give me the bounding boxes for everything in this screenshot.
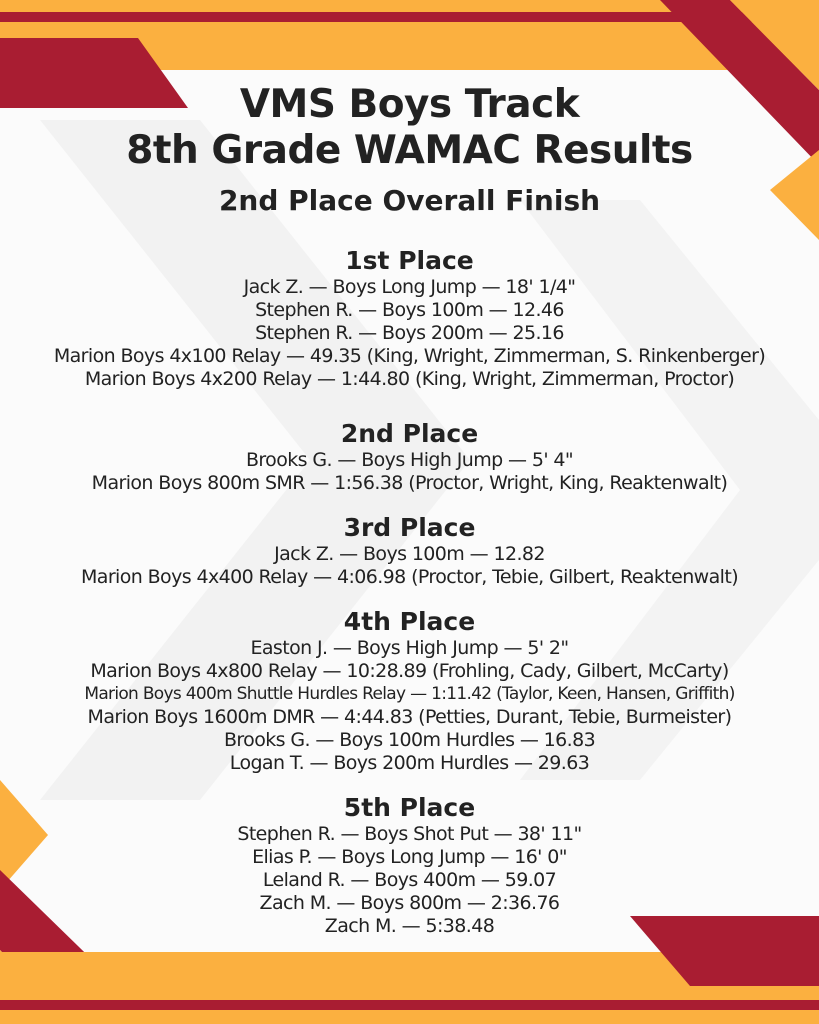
result-item: Marion Boys 4x800 Relay — 10:28.89 (Frohling, Cady, Gilbert, McCarty): [90, 660, 729, 682]
section-heading: 4th Place: [343, 607, 476, 636]
result-item: Marion Boys 4x100 Relay — 49.35 (King, Wright, Zimmerman, S. Rinkenberger): [53, 345, 766, 367]
result-item: Zach M. — 5:38.48: [324, 915, 495, 937]
result-item: Zach M. — Boys 800m — 2:36.76: [259, 892, 560, 914]
result-item: Marion Boys 800m SMR — 1:56.38 (Proctor, Wright, King, Reaktenwalt): [91, 472, 728, 494]
section-3rd-place: [0, 513, 819, 589]
bottom-gold-band-lower: [0, 1010, 819, 1024]
section-2nd-place: [0, 419, 819, 495]
result-item: Stephen R. — Boys 100m — 12.46: [255, 299, 564, 321]
subtitle: 2nd Place Overall Finish: [218, 184, 601, 217]
result-item: Logan T. — Boys 200m Hurdles — 29.63: [229, 752, 590, 774]
result-item: Marion Boys 400m Shuttle Hurdles Relay — 1:11.42 (Taylor, Keen, Hansen, Griffith): [84, 684, 735, 704]
section-heading: 3rd Place: [343, 513, 476, 542]
result-item: Marion Boys 4x400 Relay — 4:06.98 (Proctor, Tebie, Gilbert, Reaktenwalt): [80, 566, 739, 588]
result-item: Leland R. — Boys 400m — 59.07: [262, 869, 557, 891]
bottom-red-band: [0, 1000, 819, 1010]
title-line-2: 8th Grade WAMAC Results: [126, 128, 693, 173]
title-line-1: VMS Boys Track: [239, 82, 580, 127]
section-1st-place: [0, 246, 819, 391]
result-item: Stephen R. — Boys 200m — 25.16: [255, 322, 564, 344]
result-item: Jack Z. — Boys 100m — 12.82: [274, 543, 545, 565]
result-item: Jack Z. — Boys Long Jump — 18' 1/4": [243, 276, 576, 298]
result-item: Brooks G. — Boys 100m Hurdles — 16.83: [223, 729, 596, 751]
result-item: Easton J. — Boys High Jump — 5' 2": [250, 637, 569, 659]
section-5th-place: [0, 793, 819, 938]
result-item: Brooks G. — Boys High Jump — 5' 4": [245, 449, 574, 471]
results-content: [0, 82, 819, 938]
section-heading: 2nd Place: [340, 419, 479, 448]
section-4th-place: [0, 607, 819, 775]
result-item: Marion Boys 1600m DMR — 4:44.83 (Petties, Durant, Tebie, Burmeister): [87, 706, 732, 728]
section-heading: 1st Place: [345, 246, 474, 275]
result-item: Marion Boys 4x200 Relay — 1:44.80 (King, Wright, Zimmerman, Proctor): [84, 368, 735, 390]
result-item: Elias P. — Boys Long Jump — 16' 0": [252, 846, 567, 868]
result-item: Stephen R. — Boys Shot Put — 38' 11": [237, 823, 582, 845]
section-heading: 5th Place: [343, 793, 476, 822]
